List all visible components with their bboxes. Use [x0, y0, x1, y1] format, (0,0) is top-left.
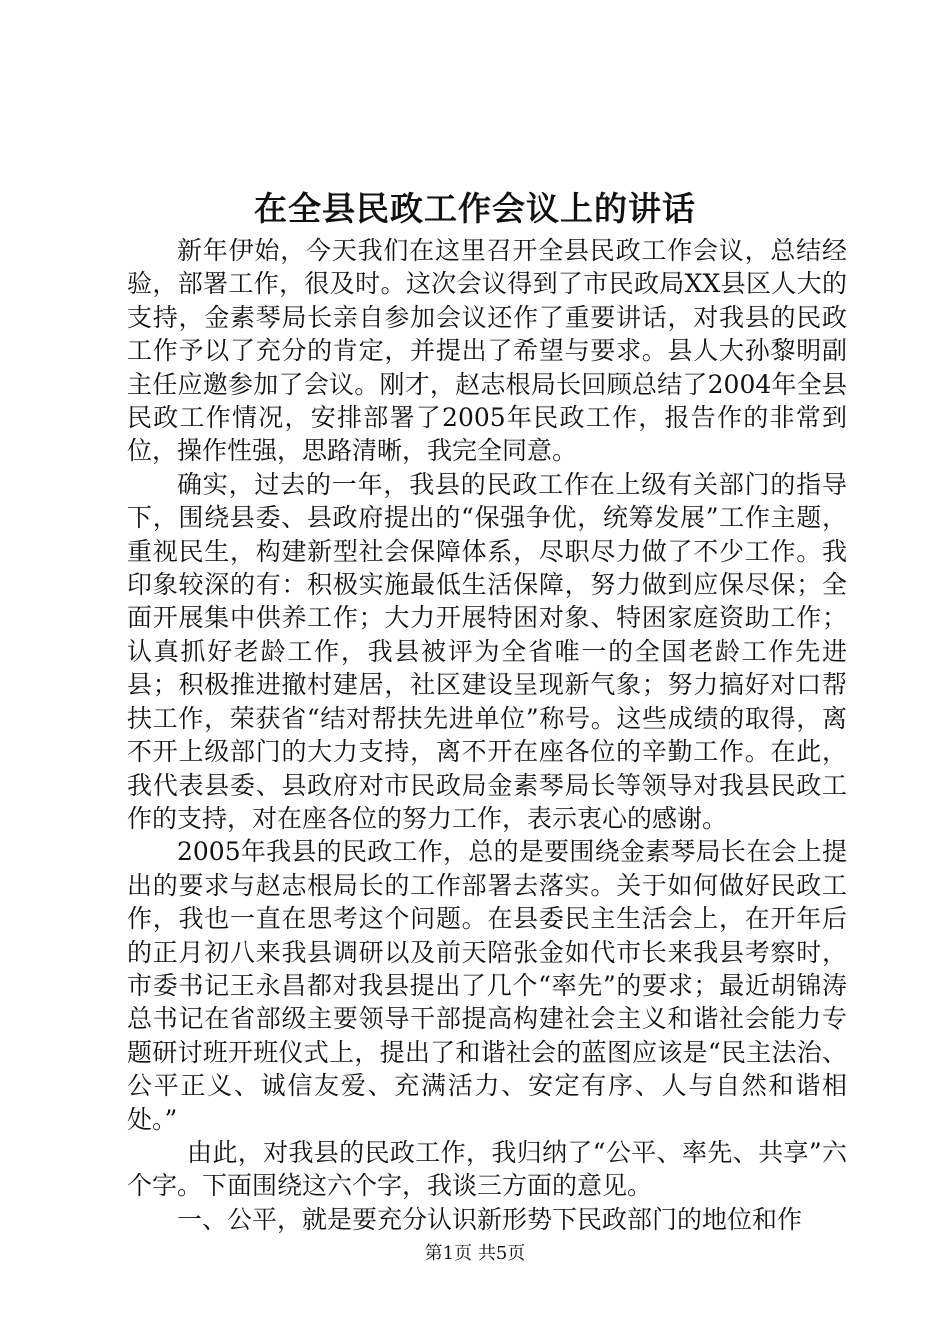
- document-title: 在全县民政工作会议上的讲话: [254, 189, 696, 228]
- page-footer: 第1页 共5页: [424, 1243, 526, 1264]
- paragraph-achievements: 确实，过去的一年，我县的民政工作在上级有关部门的指导下，围绕县委、县政府提出的“保强争优，统筹发展”工作主题，重视民生，构建新型社会保障体系，尽职尽力做了不少工作。我印象较深的有：积极实施最低生活保障，努力做到应保尽保；全面开展集中供养工作；大力开展特困对象、特困家庭资助工作；认真抓好老龄工作，我县被评为全省唯一的全国老龄工作先进县；积极推进撤村建居，社区建设呈现新气象；努力搞好对口帮扶工作，荣获省“结对帮扶先进单位”称号。这些成绩的取得，离不开上级部门的大力支持，离不开在座各位的辛勤工作。在此，我代表县委、县政府对市民政局金素琴局长等领导对我县民政工作的支持，对在座各位的努力工作，表示衷心的感谢。: [127, 469, 847, 833]
- paragraph-opening: 新年伊始，今天我们在这里召开全县民政工作会议，总结经验，部署工作，很及时。这次会议得到了市民政局XX县区人大的支持，金素琴局长亲自参加会议还作了重要讲话，对我县的民政工作予以了充分的肯定，并提出了希望与要求。县人大孙黎明副主任应邀参加了会议。刚才，赵志根局长回顾总结了2004年全县民政工作情况，安排部署了2005年民政工作，报告作的非常到位，操作性强，思路清晰，我完全同意。: [127, 236, 847, 466]
- document-body: [127, 234, 847, 1236]
- paragraph-2005-plan: 2005年我县的民政工作，总的是要围绕金素琴局长在会上提出的要求与赵志根局长的工作部署去落实。关于如何做好民政工作，我也一直在思考这个问题。在县委民主生活会上，在开年后的正月初八来我县调研以及前天陪张金如代市长来我县考察时，市委书记王永昌都对我县提出了几个“率先”的要求；最近胡锦涛总书记在省部级主要领导干部提高构建社会主义和谐社会能力专题研讨班开班仪式上，提出了和谐社会的蓝图应该是“民主法治、公平正义、诚信友爱、充满活力、安定有序、人与自然和谐相处。”: [127, 837, 847, 1134]
- paragraph-section-one: 一、公平，就是要充分认识新形势下民政部门的地位和作: [177, 1204, 803, 1234]
- paragraph-summary: 由此，对我县的民政工作，我归纳了“公平、率先、共享”六个字。下面围绕这六个字，我谈三方面的意见。: [127, 1137, 847, 1201]
